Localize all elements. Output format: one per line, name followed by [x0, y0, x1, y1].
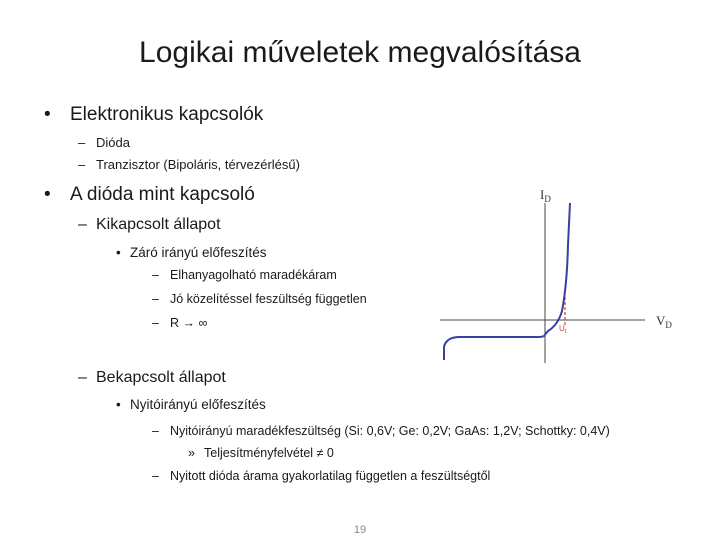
diode-iv-characteristic: [430, 185, 680, 365]
dash-icon: –: [78, 216, 87, 233]
bullet-dot-icon: •: [116, 245, 121, 260]
sub-item-off-state: [78, 216, 221, 234]
dash-icon: –: [152, 424, 159, 438]
chevron-right-icon: »: [188, 446, 195, 460]
page-number: 19: [353, 524, 367, 536]
dash-icon: –: [152, 292, 159, 306]
detail-text: Jó közelítéssel feszültség független: [170, 292, 367, 306]
dash-icon: –: [78, 369, 87, 386]
bullet-electronic-switches: [44, 104, 263, 126]
dash-icon: –: [152, 268, 159, 282]
dash-icon: –: [152, 316, 159, 330]
sub-item-reverse-bias: [116, 245, 267, 260]
dash-icon: –: [78, 157, 86, 172]
sub-item-text: Záró irányú előfeszítés: [130, 245, 267, 260]
sub-item-forward-bias: [116, 397, 266, 412]
bullet-text: Elektronikus kapcsolók: [70, 104, 264, 125]
detail-text: Elhanyagolható maradékáram: [170, 268, 337, 282]
detail-text: Teljesítményfelvétel ≠ 0: [204, 446, 334, 460]
detail-text: Nyitott dióda árama gyakorlatilag független a feszültségtől: [170, 469, 491, 483]
detail-negligible-current: [152, 268, 337, 282]
detail-forward-voltage: [152, 424, 610, 438]
detail-power-consumption: [188, 446, 334, 460]
sub-item-tranzisztor: [78, 157, 300, 172]
sub-item-text: Kikapcsolt állapot: [96, 216, 221, 233]
y-axis-label: $I_D$: [540, 187, 551, 204]
bullet-dot-icon: •: [116, 397, 121, 412]
bullet-text: A dióda mint kapcsoló: [70, 184, 255, 205]
dash-icon: –: [78, 135, 86, 150]
iv-curve: [444, 203, 570, 360]
bullet-dot-icon: •: [44, 104, 51, 125]
sub-item-text: Bekapcsolt állapot: [96, 369, 226, 386]
sub-item-on-state: [78, 369, 226, 387]
threshold-label: $U_t$: [559, 324, 567, 335]
dash-icon: –: [152, 469, 159, 483]
detail-text: Nyitóirányú maradékfeszültség (Si: 0,6V; Ge: 0,2V; GaAs: 1,2V; Schottky: 0,4V): [170, 424, 610, 438]
x-axis-label: $V_D$: [656, 313, 672, 330]
detail-current-independent: [152, 469, 490, 483]
sub-item-dioda: [78, 135, 130, 150]
bullet-diode-as-switch: [44, 184, 255, 206]
detail-text: R → ∞: [170, 316, 208, 330]
sub-item-text: Nyitóirányú előfeszítés: [130, 397, 266, 412]
detail-voltage-independent: [152, 292, 367, 306]
sub-item-text: Dióda: [96, 135, 130, 150]
detail-resistance-infinite: [152, 316, 207, 330]
slide-title: Logikai műveletek megvalósítása: [139, 36, 581, 69]
bullet-dot-icon: •: [44, 184, 51, 205]
sub-item-text: Tranzisztor (Bipoláris, térvezérlésű): [96, 157, 300, 172]
